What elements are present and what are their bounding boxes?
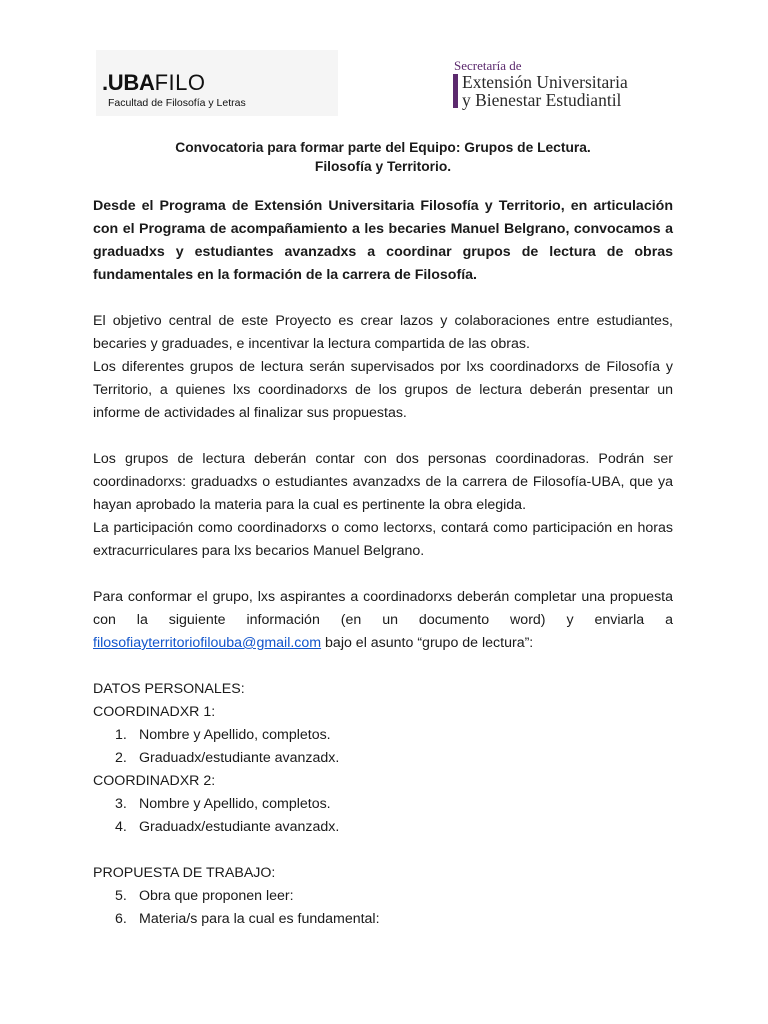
secretaria-accent-bar (453, 74, 458, 108)
list-item: 4. Graduadx/estudiante avanzadx. (115, 819, 340, 835)
coord1-list (93, 724, 673, 770)
list-item: 1. Nombre y Apellido, completos. (115, 727, 331, 743)
document-body (93, 138, 673, 931)
list-item: 5. Obra que proponen leer: (115, 888, 294, 904)
paragraph-supervision: Los diferentes grupos de lectura serán supervisados por lxs coordinadorxs de Filosofía y Territorio, a quienes lxs coordinadorxs de los grupos de lectura deberán presentar un informe de actividades al finalizar sus propuestas. (93, 359, 673, 421)
secretaria-line2: y Bienestar Estudiantil (462, 90, 622, 110)
propuesta-list (93, 885, 673, 931)
paragraph-instructions (93, 586, 673, 655)
doc-title-line2: Filosofía y Territorio. (314, 159, 452, 174)
coord2-heading: COORDINADXR 2: (93, 773, 216, 789)
coord1-heading: COORDINADXR 1: (93, 704, 216, 720)
intro-paragraph: Desde el Programa de Extensión Universitaria Filosofía y Territorio, en articulación con el Programa de acompañamiento a les becaries Manuel Belgrano, convocamos a graduadxs y estudiantes avanzadxs a coordinar grupos de lectura de obras fundamentales en la formación de la carrera de Filosofía. (93, 198, 673, 283)
propuesta-heading: PROPUESTA DE TRABAJO: (93, 865, 276, 881)
secretaria-line1: Extensión Universitaria (462, 72, 628, 92)
logo-brand-light: FILO (154, 70, 206, 95)
list-item: 2. Graduadx/estudiante avanzadx. (115, 750, 340, 766)
datos-heading: DATOS PERSONALES: (93, 681, 245, 697)
uba-filo-logo (96, 50, 338, 116)
logo-subtitle: Facultad de Filosofía y Letras (108, 97, 246, 109)
secretaria-label: Secretaría de (454, 58, 522, 73)
list-item: 6. Materia/s para la cual es fundamental: (115, 911, 380, 927)
uba-filo-wordmark (102, 72, 205, 94)
coord2-list (93, 793, 673, 839)
instructions-text: Para conformar el grupo, lxs aspirantes a coordinadorxs deberán completar una propuesta con la siguiente información (en un documento word) y enviarla a (93, 589, 673, 628)
list-item: 3. Nombre y Apellido, completos. (115, 796, 331, 812)
secretaria-logo (446, 52, 658, 112)
doc-title-line1: Convocatoria para formar parte del Equipo: Grupos de Lectura. (175, 140, 591, 155)
logo-brand-bold: .UBA (102, 70, 155, 95)
paragraph-participation: La participación como coordinadorxs o como lectorxs, contará como participación en horas extracurriculares para lxs becarios Manuel Belgrano. (93, 520, 673, 559)
paragraph-coordinators: Los grupos de lectura deberán contar con dos personas coordinadoras. Podrán ser coordinadorxs: graduadxs o estudiantes avanzadxs de la carrera de Filosofía-UBA, que ya hayan aprobado la materia para la cual es pertinente la obra elegida. (93, 451, 673, 513)
email-link[interactable]: filosofiayterritoriofilouba@gmail.com (93, 635, 322, 651)
instructions-subject: bajo el asunto “grupo de lectura”: (321, 635, 534, 651)
paragraph-objective: El objetivo central de este Proyecto es crear lazos y colaboraciones entre estudiantes, becaries y graduades, e incentivar la lectura compartida de las obras. (93, 313, 673, 352)
